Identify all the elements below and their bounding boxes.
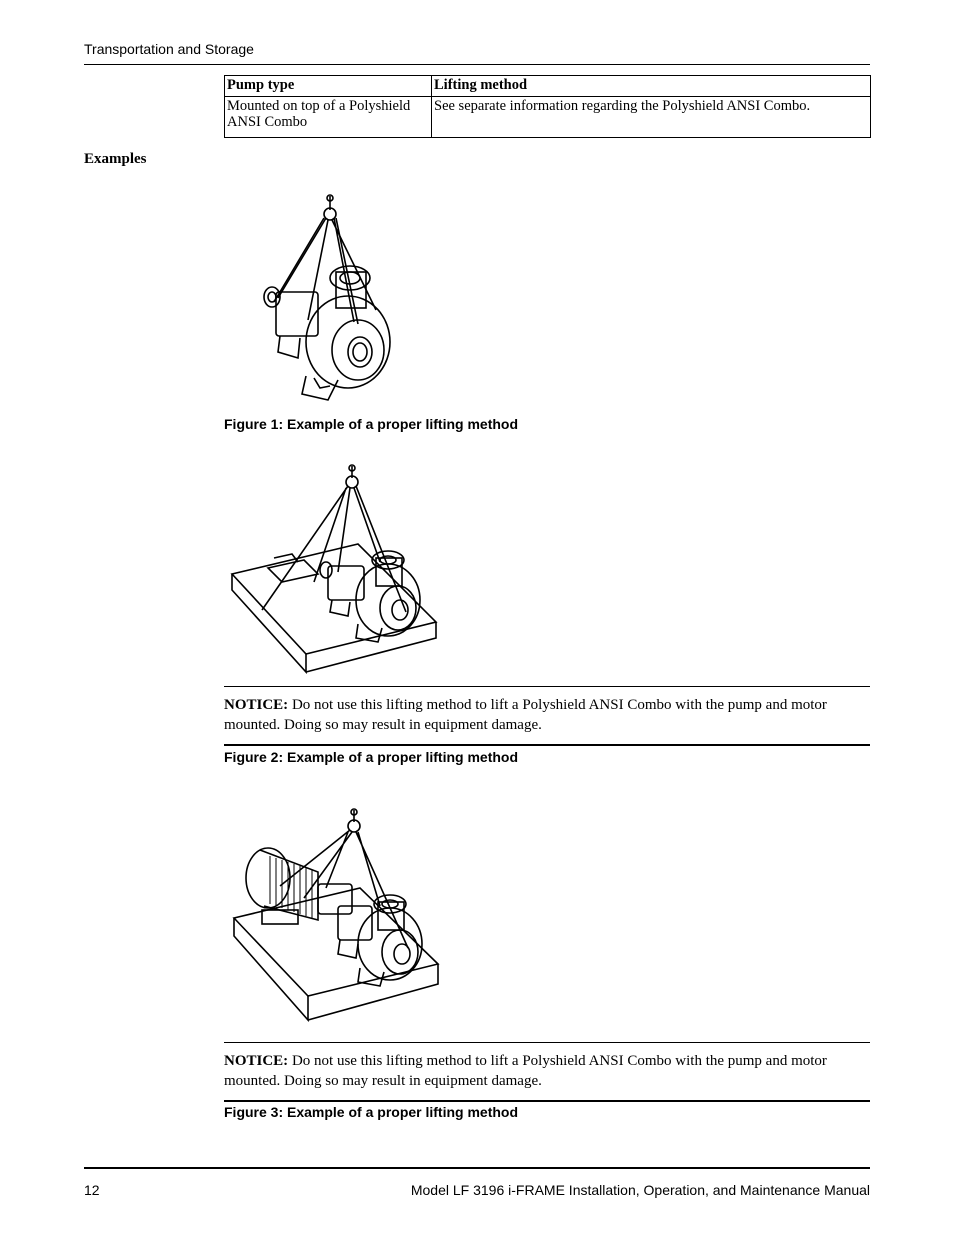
figure-2-caption: Figure 2: Example of a proper lifting method (224, 749, 519, 765)
running-header: Transportation and Storage (84, 41, 254, 57)
motor-body (246, 848, 352, 924)
table-row (225, 97, 871, 138)
lifting-hook-icon (346, 465, 358, 488)
examples-heading: Examples (84, 151, 147, 167)
footer-rule (84, 1167, 870, 1169)
table-cell-lifting-method: See separate information regarding the Polyshield ANSI Combo. (432, 97, 871, 138)
baseplate (232, 544, 436, 672)
manual-title: Model LF 3196 i-FRAME Installation, Operation, and Maintenance Manual (410, 1182, 870, 1198)
pump-body (338, 895, 422, 986)
figure-1-caption: Figure 1: Example of a proper lifting method (224, 416, 519, 432)
figure-2-illustration (228, 462, 440, 676)
lifting-hook-icon (324, 195, 336, 220)
table-cell-pump-type: Mounted on top of a Polyshield ANSI Combo (225, 97, 432, 138)
header-rule (84, 64, 870, 65)
notice-label: NOTICE: (224, 1053, 289, 1069)
pump-body (320, 551, 420, 642)
page-number: 12 (84, 1182, 100, 1198)
column-header-lifting-method: Lifting method (432, 76, 871, 97)
notice-box-figure-3 (224, 1042, 870, 1102)
figure-1-illustration (250, 190, 410, 402)
lifting-hook-icon (348, 809, 360, 832)
figure-3-illustration (230, 806, 442, 1026)
table-header-row (225, 76, 871, 97)
figure-3-caption: Figure 3: Example of a proper lifting method (224, 1104, 519, 1120)
notice-box-figure-2 (224, 686, 870, 746)
notice-text: Do not use this lifting method to lift a Polyshield ANSI Combo with the pump and motor mounted. Doing so may result in equipment damage. (224, 697, 827, 733)
notice-text: Do not use this lifting method to lift a Polyshield ANSI Combo with the pump and motor mounted. Doing so may result in equipment damage. (224, 1053, 827, 1089)
column-header-pump-type: Pump type (225, 76, 432, 97)
notice-label: NOTICE: (224, 697, 289, 713)
lifting-method-table (224, 75, 871, 138)
